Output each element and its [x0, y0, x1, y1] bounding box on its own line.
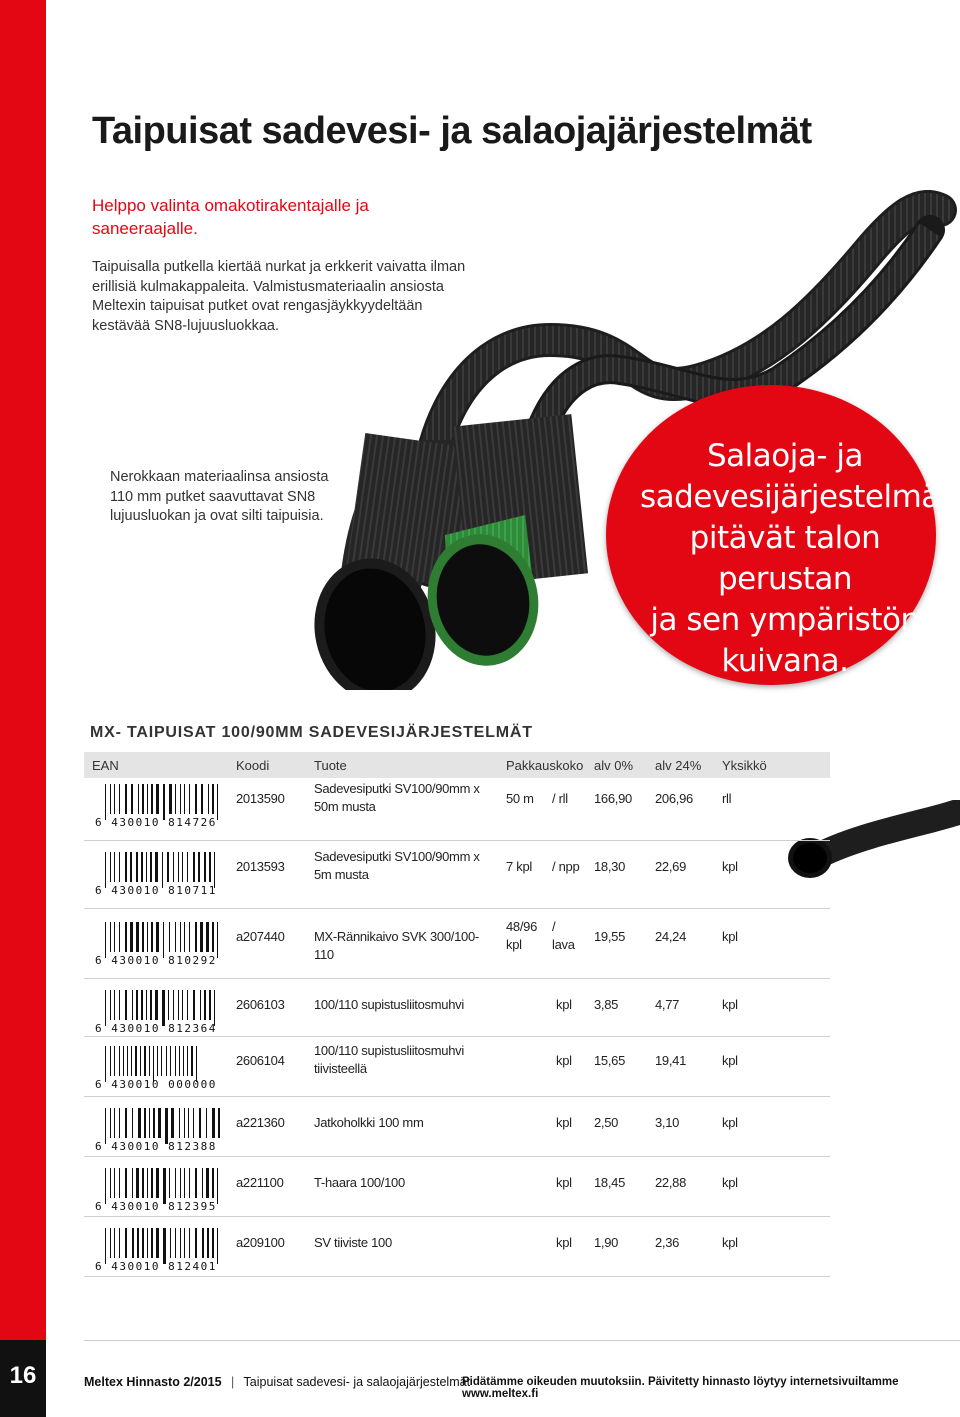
price-vat0: 18,45 — [594, 1175, 626, 1190]
product-name: Jatkoholkki 100 mm — [314, 1115, 424, 1130]
price-vat24: 19,41 — [655, 1053, 687, 1068]
circle-line: ja sen ympäristön — [650, 602, 920, 638]
sales-unit: kpl — [722, 929, 738, 944]
product-code: a209100 — [236, 1235, 285, 1250]
header-product: Tuote — [314, 758, 347, 773]
sales-unit: kpl — [722, 1175, 738, 1190]
ean-number: 6 430010 810292 — [95, 954, 217, 967]
pack-unit: kpl — [556, 997, 572, 1012]
product-name: T-haara 100/100 — [314, 1175, 405, 1190]
pack-quantity: 48/96 kpl — [506, 919, 538, 952]
row-divider — [84, 978, 830, 979]
ean-number: 6 430010 812395 — [95, 1200, 217, 1213]
ean-number: 6 430010 812388 — [95, 1140, 217, 1153]
sales-unit: kpl — [722, 859, 738, 874]
product-code: 2606104 — [236, 1053, 285, 1068]
footer-brand: Meltex Hinnasto 2/2015 — [84, 1375, 222, 1389]
price-vat0: 166,90 — [594, 791, 632, 806]
row-divider — [84, 1036, 830, 1037]
pack-unit: / rll — [552, 791, 568, 806]
page-number: 16 — [9, 1362, 37, 1389]
row-divider — [84, 1276, 830, 1277]
pack-unit: kpl — [556, 1175, 572, 1190]
price-vat0: 15,65 — [594, 1053, 626, 1068]
row-divider — [84, 1156, 830, 1157]
pack-quantity: 50 m — [506, 791, 534, 806]
product-name: Sadevesiputki SV100/90mm x 5m musta — [314, 849, 480, 882]
lead-text: Helppo valinta omakotirakentajalle ja saneeraajalle. — [92, 196, 369, 238]
product-code: a221360 — [236, 1115, 285, 1130]
table-header — [84, 752, 830, 778]
footer-section: Taipuisat sadevesi- ja salaojajärjestelmät — [243, 1375, 471, 1389]
small-pipe-image — [780, 800, 960, 890]
product-code: 2013593 — [236, 859, 285, 874]
note-text: Nerokkaan materiaalinsa ansiosta 110 mm putket saavuttavat SN8 lujuusluokan ja ovat silti taipuisia. — [110, 469, 329, 524]
sales-unit: kpl — [722, 997, 738, 1012]
highlight-circle-text — [640, 436, 952, 682]
product-name: Sadevesiputki SV100/90mm x 50m musta — [314, 781, 480, 814]
pack-unit: / npp — [552, 859, 580, 874]
price-vat24: 22,69 — [655, 859, 687, 874]
page-title: Taipuisat sadevesi- ja salaojajärjestelmät — [92, 110, 812, 152]
ean-number: 6 430010 810711 — [95, 884, 217, 897]
circle-line: pitävät talon perustan — [689, 520, 881, 597]
sales-unit: rll — [722, 791, 732, 806]
pack-quantity: 7 kpl — [506, 859, 532, 874]
price-vat0: 18,30 — [594, 859, 626, 874]
ean-number: 6 430010 000000 — [95, 1078, 217, 1091]
circle-line: sadevesijärjestelmät — [640, 479, 952, 515]
price-vat24: 22,88 — [655, 1175, 687, 1190]
sales-unit: kpl — [722, 1235, 738, 1250]
product-name: 100/110 supistusliitosmuhvi — [314, 997, 464, 1012]
footer-separator: | — [231, 1375, 235, 1389]
product-code: 2013590 — [236, 791, 285, 806]
ean-number: 6 430010 814726 — [95, 816, 217, 829]
price-vat0: 1,90 — [594, 1235, 619, 1250]
pack-unit: kpl — [556, 1053, 572, 1068]
intro-text: Taipuisalla putkella kiertää nurkat ja erkkerit vaivatta ilman erillisiä kulmakappaleita. Valmistusmateriaalin ansiosta Meltexin taipuisat putket ovat rengasjäykkyydeltään kestävää SN8-lujuusluokkaa. — [92, 259, 466, 334]
circle-line: Salaoja- ja — [706, 438, 863, 474]
footer-divider — [84, 1340, 960, 1341]
row-divider — [84, 1096, 830, 1097]
header-unit: Yksikkö — [722, 758, 767, 773]
ean-number: 6 430010 812364 — [95, 1022, 217, 1035]
pack-unit: kpl — [556, 1115, 572, 1130]
sales-unit: kpl — [722, 1115, 738, 1130]
price-vat0: 3,85 — [594, 997, 619, 1012]
header-vat0: alv 0% — [594, 758, 634, 773]
row-divider — [84, 908, 830, 909]
table-title: MX- TAIPUISAT 100/90MM SADEVESIJÄRJESTELMÄT — [90, 724, 533, 741]
price-vat24: 206,96 — [655, 791, 693, 806]
product-code: 2606103 — [236, 997, 285, 1012]
price-vat24: 2,36 — [655, 1235, 680, 1250]
price-vat0: 19,55 — [594, 929, 626, 944]
price-vat24: 4,77 — [655, 997, 680, 1012]
row-divider — [84, 1216, 830, 1217]
circle-line: kuivana. — [721, 643, 849, 679]
header-code: Koodi — [236, 758, 270, 773]
pack-unit: kpl — [556, 1235, 572, 1250]
header-vat24: alv 24% — [655, 758, 702, 773]
price-vat24: 3,10 — [655, 1115, 680, 1130]
product-name: SV tiiviste 100 — [314, 1235, 392, 1250]
footer-disclaimer: Pidätämme oikeuden muutoksiin. Päivitetty hinnasto löytyy internetsivuiltamme www.meltex.fi — [462, 1376, 899, 1400]
footer-left — [84, 1375, 470, 1389]
row-divider — [84, 840, 830, 841]
red-side-bar — [0, 0, 46, 1417]
product-code: a207440 — [236, 929, 285, 944]
sales-unit: kpl — [722, 1053, 738, 1068]
price-vat24: 24,24 — [655, 929, 687, 944]
pack-unit: / lava — [552, 919, 575, 952]
ean-number: 6 430010 812401 — [95, 1260, 217, 1273]
product-name: 100/110 supistusliitosmuhvi tiivisteellä — [314, 1043, 464, 1076]
price-vat0: 2,50 — [594, 1115, 619, 1130]
header-pack: Pakkauskoko — [506, 758, 584, 773]
product-code: a221100 — [236, 1175, 284, 1190]
header-ean: EAN — [92, 758, 119, 773]
product-name: MX-Rännikaivo SVK 300/100-110 — [314, 929, 479, 962]
